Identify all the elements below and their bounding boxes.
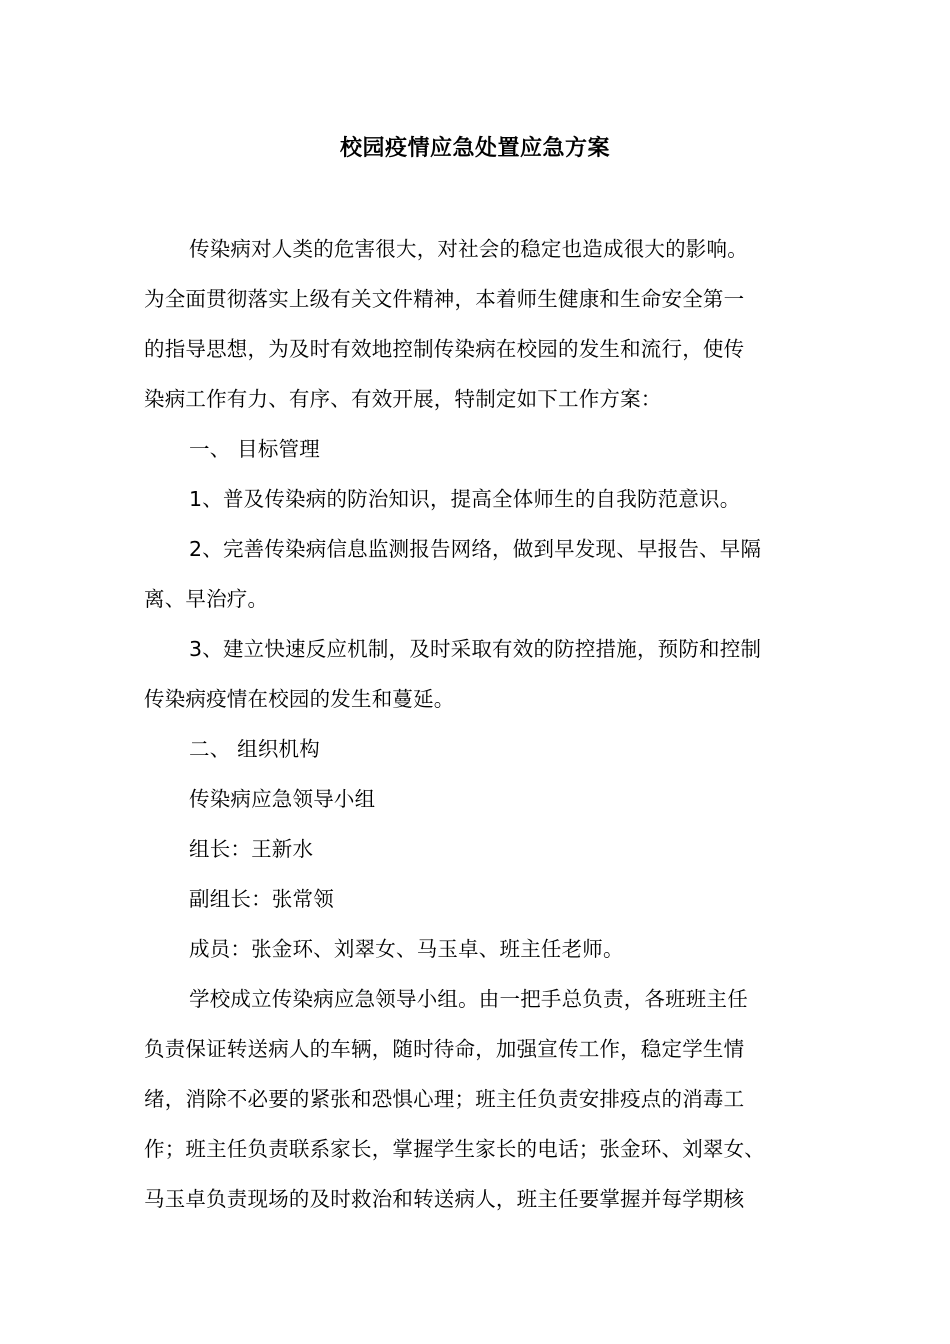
text-line: 2、完善传染病信息监测报告网络，做到早发现、早报告、早隔 bbox=[189, 537, 762, 561]
text-line: 离、早治疗。 bbox=[144, 587, 269, 611]
section-heading: 二、 组织机构 bbox=[189, 737, 320, 761]
text-line: 副组长：张常领 bbox=[189, 887, 334, 911]
text-line: 负责保证转送病人的车辆，随时待命，加强宣传工作，稳定学生情 bbox=[144, 1037, 745, 1061]
text-line: 染病工作有力、有序、有效开展，特制定如下工作方案： bbox=[144, 387, 662, 411]
text-line: 成员：张金环、刘翠女、马玉卓、班主任老师。 bbox=[189, 937, 624, 961]
text-line: 的指导思想，为及时有效地控制传染病在校园的发生和流行，使传 bbox=[144, 337, 745, 361]
text-line: 3、建立快速反应机制，及时采取有效的防控措施，预防和控制 bbox=[189, 637, 762, 661]
text-line: 绪，消除不必要的紧张和恐惧心理；班主任负责安排疫点的消毒工 bbox=[144, 1087, 745, 1111]
text-line: 作；班主任负责联系家长，掌握学生家长的电话；张金环、刘翠女、 bbox=[144, 1137, 765, 1161]
text-line: 传染病疫情在校园的发生和蔓延。 bbox=[144, 687, 455, 711]
text-line: 传染病应急领导小组 bbox=[189, 787, 376, 811]
section-heading: 一、 目标管理 bbox=[189, 437, 320, 461]
document-title: 校园疫情应急处置应急方案 bbox=[339, 136, 610, 161]
document-body bbox=[144, 224, 820, 1224]
text-line: 组长：王新水 bbox=[189, 837, 314, 861]
text-line: 为全面贯彻落实上级有关文件精神，本着师生健康和生命安全第一 bbox=[144, 287, 745, 311]
text-line: 1、普及传染病的防治知识，提高全体师生的自我防范意识。 bbox=[189, 487, 741, 511]
text-line: 传染病对人类的危害很大，对社会的稳定也造成很大的影响。 bbox=[189, 237, 748, 261]
text-line: 马玉卓负责现场的及时救治和转送病人，班主任要掌握并每学期核 bbox=[144, 1187, 745, 1211]
text-line: 学校成立传染病应急领导小组。由一把手总负责，各班班主任 bbox=[189, 987, 748, 1011]
